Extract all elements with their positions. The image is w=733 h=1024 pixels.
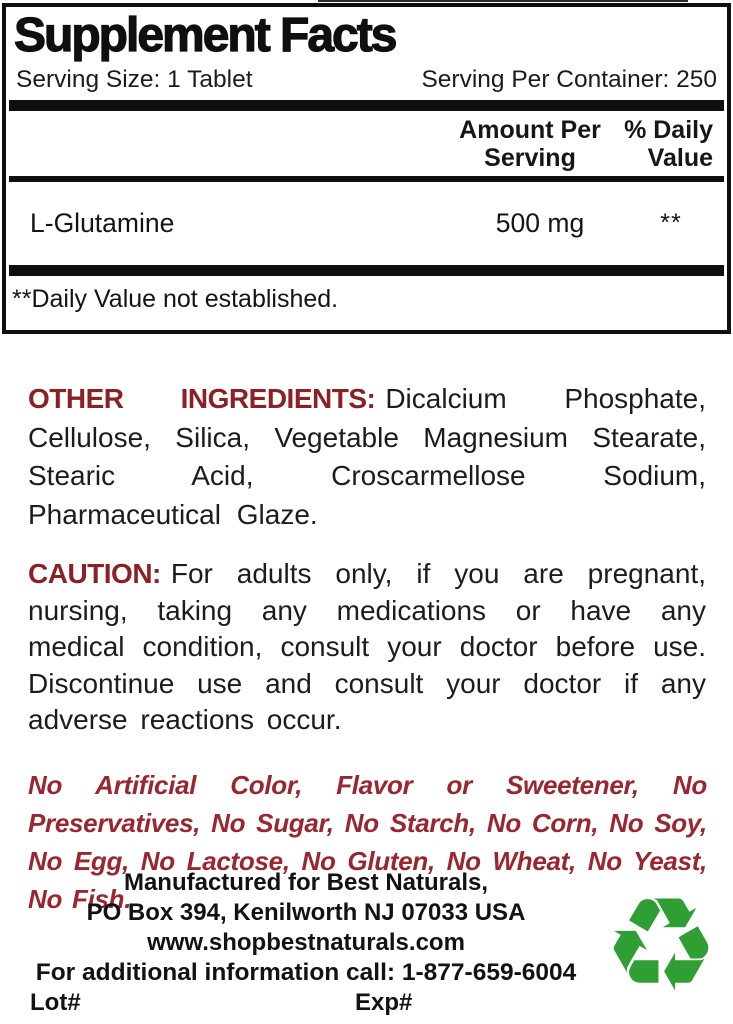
nutrient-amount: 500 mg	[495, 208, 585, 238]
exp-field-label: Exp#	[355, 989, 413, 1016]
serving-size: Serving Size: 1 Tablet	[16, 66, 253, 93]
divider-thick-bottom	[9, 265, 724, 276]
servings-per-container: Serving Per Container: 250	[421, 66, 717, 93]
table-header-row	[6, 111, 727, 176]
recycle-icon: ♻	[602, 869, 720, 1021]
manufacturer-block	[15, 868, 597, 1018]
other-ingredients-label: OTHER INGREDIENTS:	[28, 383, 376, 414]
caution-paragraph	[28, 556, 706, 739]
manufacturer-address: PO Box 394, Kenilworth NJ 07033 USA	[86, 899, 526, 926]
crop-artifact	[318, 0, 688, 2]
phone-line: For additional information call: 1-877-659-6004	[35, 959, 577, 986]
website-text: www.shopbestnaturals.com	[147, 929, 465, 956]
lot-exp-row	[15, 988, 597, 1018]
column-header-daily-value: % Daily Value	[624, 115, 713, 172]
other-ingredients-text: Dicalcium Phosphate, Cellulose, Silica, Vegetable Magnesium Stearate, Stearic Acid, Croscarmellose Sodium, Pharmaceutical Glaze.	[28, 383, 706, 530]
supplement-facts-panel	[2, 3, 731, 334]
nutrient-daily-value: **	[660, 209, 682, 237]
nutrient-name: L-Glutamine	[30, 208, 175, 238]
serving-row	[16, 65, 717, 94]
table-row	[6, 182, 727, 265]
caution-text: For adults only, if you are pregnant, nursing, taking any medications or have any medical condition, consult your doctor before use. Discontinue use and consult your doctor if any adverse reactions occur.	[28, 558, 706, 735]
divider-thick-top	[9, 100, 724, 111]
panel-title: Supplement Facts	[14, 9, 396, 62]
column-header-amount-per-serving: Amount Per Serving	[459, 115, 601, 172]
claims-text: No Artificial Color, Flavor or Sweetener, No Preservatives, No Sugar, No Starch, No Corn, No Soy, No Egg, No Lactose, No Gluten, No Wheat, No Yeast, No Fish.	[28, 770, 707, 914]
lot-field-label: Lot#	[30, 989, 81, 1016]
other-ingredients-paragraph	[28, 380, 706, 534]
manufacturer-line: Manufactured for Best Naturals,	[123, 869, 489, 896]
caution-label: CAUTION:	[28, 558, 161, 589]
daily-value-footnote: **Daily Value not established.	[12, 285, 339, 313]
